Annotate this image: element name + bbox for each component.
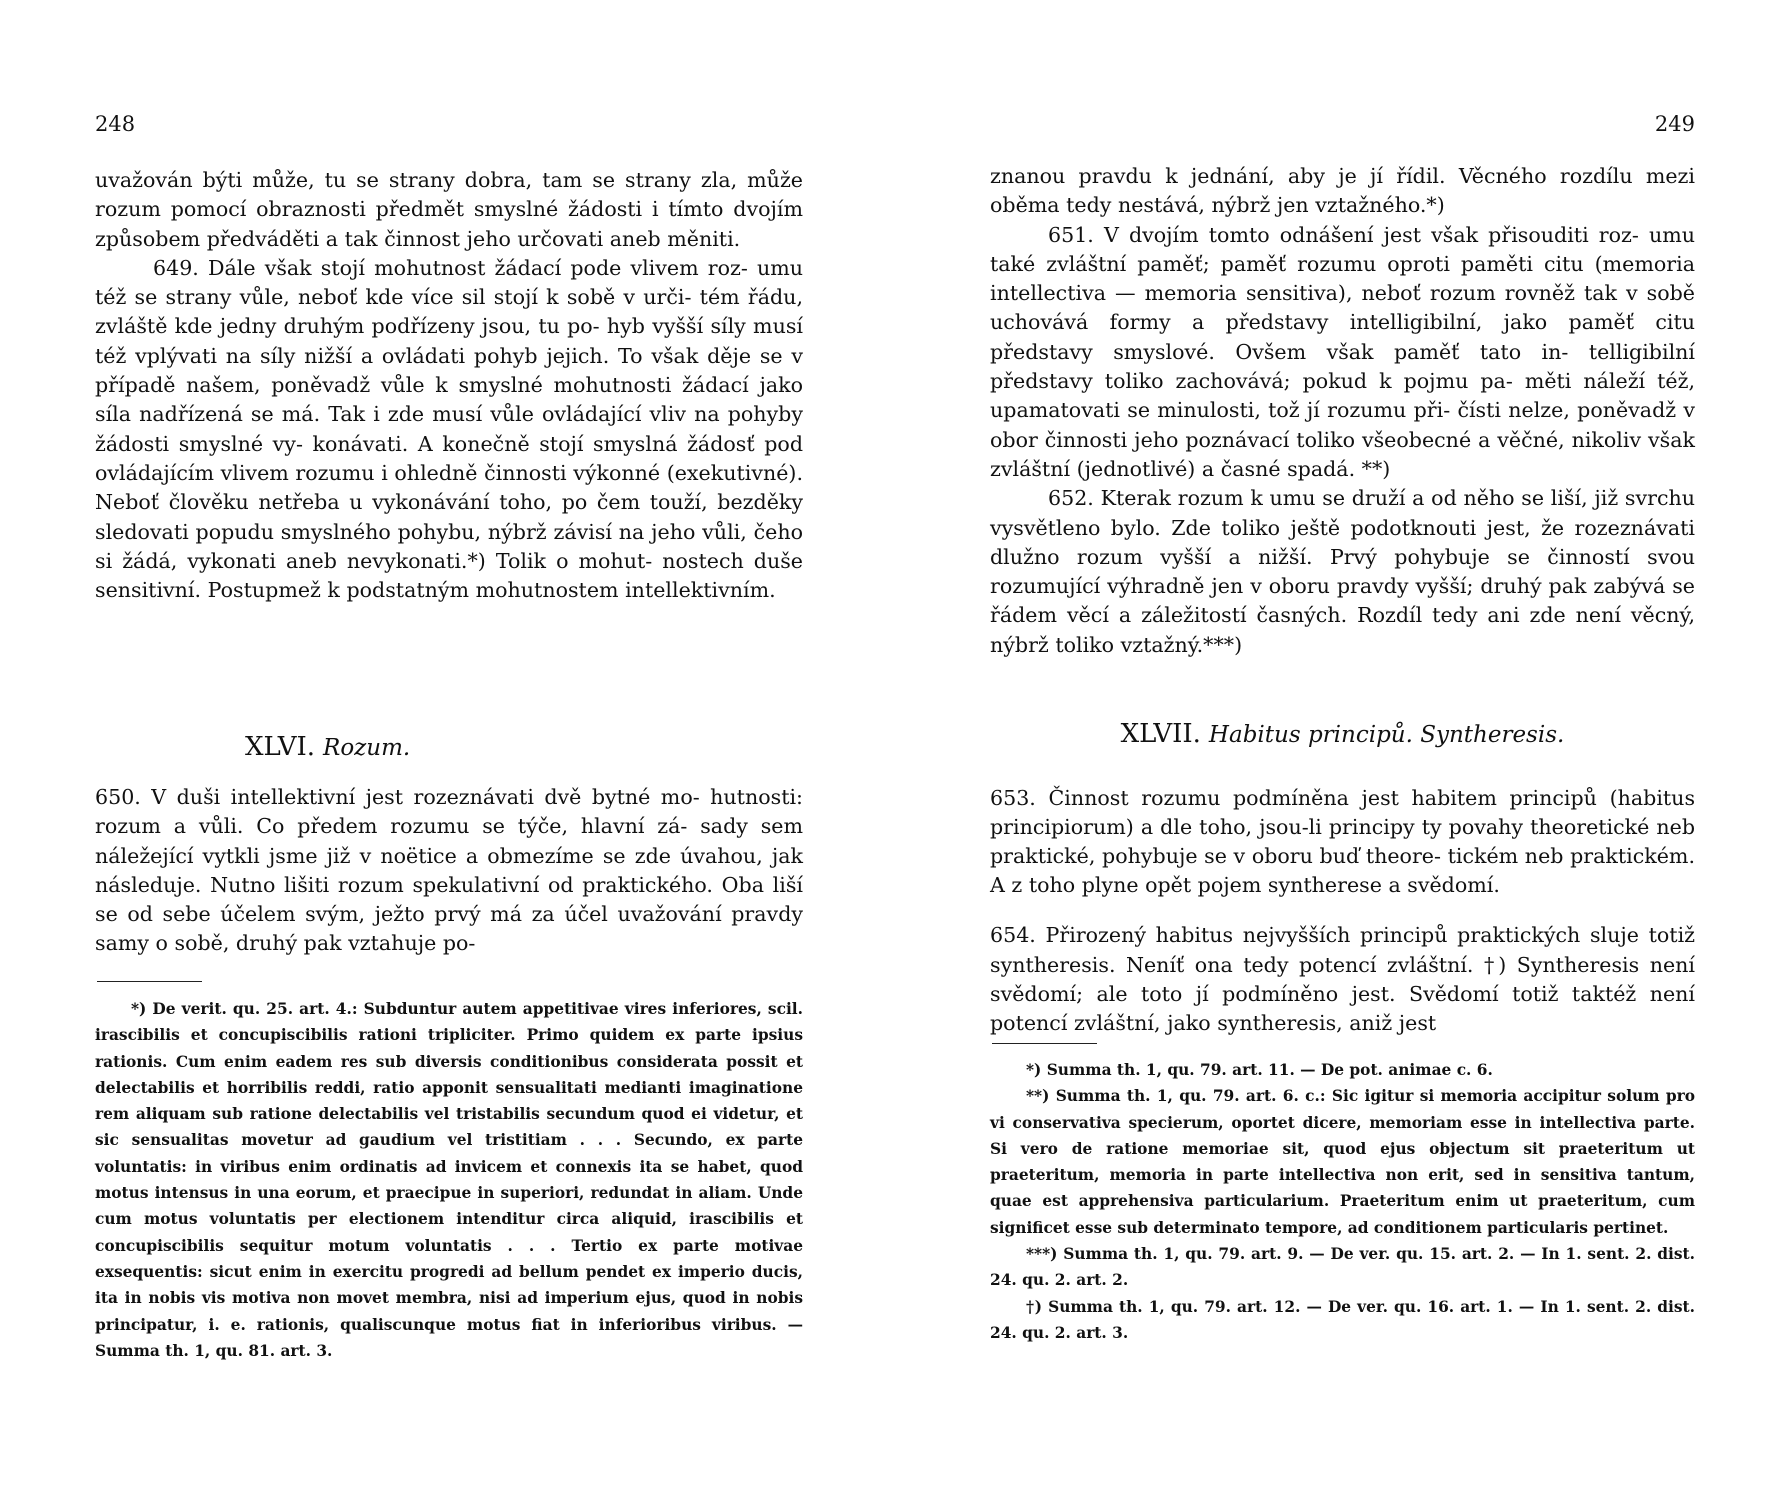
right-body-bottom	[990, 763, 1695, 1059]
right-body-top	[990, 162, 1695, 660]
footnote: **) Summa th. 1, qu. 79. art. 6. c.: Sic igitur si memoria accipitur solum pro vi conservativa specierum, oportet dicere, memoriam esse in intellectiva parte. Si vero de ratione memoriae sit, quod ejus objectum sit praeteritum ut praeteritum, memoria in parte intellectiva non erit, sed in sensitiva tantum, quae est apprehensiva particularium. Praeteritum enim ut praeteritum, cum significet esse sub determinato tempore, ad conditionem particularis pertinet.	[990, 1087, 1695, 1237]
section-number: XLVI.	[245, 732, 316, 762]
section-title: Rozum.	[323, 735, 411, 761]
footnote: †) Summa th. 1, qu. 79. art. 12. — De ver. qu. 16. art. 1. — In 1. sent. 2. dist. 24. qu. 2. art. 3.	[990, 1297, 1695, 1342]
footnote: *) De verit. qu. 25. art. 4.: Subduntur autem appetitivae vires inferiores, scil. irascibilis et concupiscibilis rationi tripliciter. Primo quidem ex parte ipsius rationis. Cum enim eadem res sub diversis conditionibus considerata possit et delectabilis et horribilis reddi, ratio apponit sensualitati medianti imaginatione rem aliquam sub ratione delectabilis vel tristabilis secundum quod ei videtur, et sic sensualitas movetur ad gaudium vel tristitiam . . . Secundo, ex parte voluntatis: in viribus enim ordinatis ad invicem et connexis ita se habet, quod motus intensus in una eorum, et praecipue in superiori, redundat in aliam. Unde cum motus voluntatis per electionem intenditur circa aliquid, irascibilis et concupiscibilis sequitur motum voluntatis . . . Tertio ex parte motivae exsequentis: sicut enim in exercitu progredi ad bellum pendet ex imperio ducis, ita in nobis vis motiva non movet membra, nisi ad imperium ejus, quod in nobis principatur, i. e. rationis, qualiscunque motus fiat in inferioribus viribus. — Summa th. 1, qu. 81. art. 3.	[95, 1000, 803, 1360]
paragraph-continuation: uvažován býti může, tu se strany dobra, tam se strany zla, může rozum pomocí obraznosti předmět smyslné žádosti i tímto dvojím způsobem předváděti a tak činnost jeho určovati aneb měniti.	[95, 168, 803, 251]
paragraph-653: 653. Činnost rozumu podmíněna jest habitem principů (habitus principiorum) a dle toho, jsou-li principy ty povahy theoretické neb praktické, pohybuje se v oboru buď theore- tickém neb praktickém. A z toho plyne opět pojem syntherese a svědomí.	[990, 785, 1696, 898]
section-heading	[245, 732, 410, 762]
section-heading	[990, 719, 1695, 749]
footnotes	[95, 996, 803, 1364]
left-body-top	[95, 166, 803, 605]
paragraph-651: 651. V dvojím tomto odnášení jest však přisouditi roz- umu také zvláštní paměť; paměť rozumu oproti paměti citu (memoria intellectiva — memoria sensitiva), neboť rozum rovněž tak v sobě uchovává formy a představy intelligibilní, jako paměť citu představy smyslové. Ovšem však paměť tato in- telligibilní představy toliko zachovává; pokud k pojmu pa- měti náleží též, upamatovati se minulosti, tož jí rozumu při- čísti nelze, poněvadž v obor činnosti jeho poznávací toliko všeobecné a věčné, nikoliv však zvláštní (jednotlivé) a časné spadá. **)	[990, 222, 1696, 481]
paragraph-654: 654. Přirozený habitus nejvyšších principů praktických sluje totiž syntheresis. Neníť ona tedy potencí zvláštní. †) Syntheresis není svědomí; ale toto jí podmíněno jest. Svědomí totiž taktéž není potencí zvláštní, jako syntheresis, aniž jest	[990, 923, 1696, 1036]
footnote: ***) Summa th. 1, qu. 79. art. 9. — De ver. qu. 15. art. 2. — In 1. sent. 2. dist. 24. qu. 2. art. 2.	[990, 1245, 1695, 1290]
section-number: XLVII.	[1120, 719, 1201, 749]
paragraph-652: 652. Kterak rozum k umu se druží a od něho se liší, již svrchu vysvětleno bylo. Zde toliko ještě podotknouti jest, že rozeznávati dlužno rozum vyšší a nižší. Prvý pohybuje se činností svou rozumující výhradně jen v oboru pravdy vyšší; druhý pak zabývá se řádem věcí a záležitostí časných. Rozdíl tedy ani zde není věcný, nýbrž toliko vztažný.***)	[990, 486, 1696, 657]
paragraph-650: 650. V duši intellektivní jest rozeznávati dvě bytné mo- hutnosti: rozum a vůli. Co předem rozumu se týče, hlavní zá- sady sem náležející vytkli jsme již v noëtice a obmezíme se zde úvahou, jak následuje. Nutno lišiti rozum spekulativní od praktického. Oba liší se od sebe účelem svým, ježto prvý má za účel uvažování pravdy samy o sobě, druhý pak vztahuje po-	[95, 785, 804, 956]
paragraph-continuation: znanou pravdu k jednání, aby je jí řídil. Věcného rozdílu mezi oběma tedy nestává, nýbrž jen vztažného.*)	[990, 164, 1695, 218]
page-number: 248	[95, 112, 136, 136]
section-title: Habitus principů. Syntheresis.	[1208, 722, 1565, 748]
paragraph-649: 649. Dále však stojí mohutnost žádací pode vlivem roz- umu též se strany vůle, neboť kde více sil stojí k sobě v urči- tém řádu, zvláště kde jedny druhým podřízeny jsou, tu po- hyb vyšší síly musí též vplývati na síly nižší a ovládati pohyb jejich. To však děje se v případě našem, poněvadž vůle k smyslné mohutnosti žádací jako síla nadřízená se má. Tak i zde musí vůle ovládající vliv na pohyby žádosti smyslné vy- konávati. A konečně stojí smyslná žádosť pod ovládajícím vlivem rozumu i ohledně činnosti výkonné (exekutivné). Neboť člověku netřeba u vykonávání toho, po čem touží, bezděky sledovati popudu smyslného pohybu, nýbrž závisí na jeho vůli, čeho si žádá, vykonati aneb nevykonati.*) Tolik o mohut- nostech duše sensitivní. Postupmež k podstatným mohutnostem intellektivním.	[95, 255, 804, 603]
page-number: 249	[1654, 112, 1695, 136]
footnotes	[990, 1057, 1695, 1346]
footnote-rule	[97, 981, 202, 982]
footnote-rule	[992, 1043, 1097, 1044]
footnote: *) Summa th. 1, qu. 79. art. 11. — De pot. animae c. 6.	[1026, 1061, 1493, 1079]
